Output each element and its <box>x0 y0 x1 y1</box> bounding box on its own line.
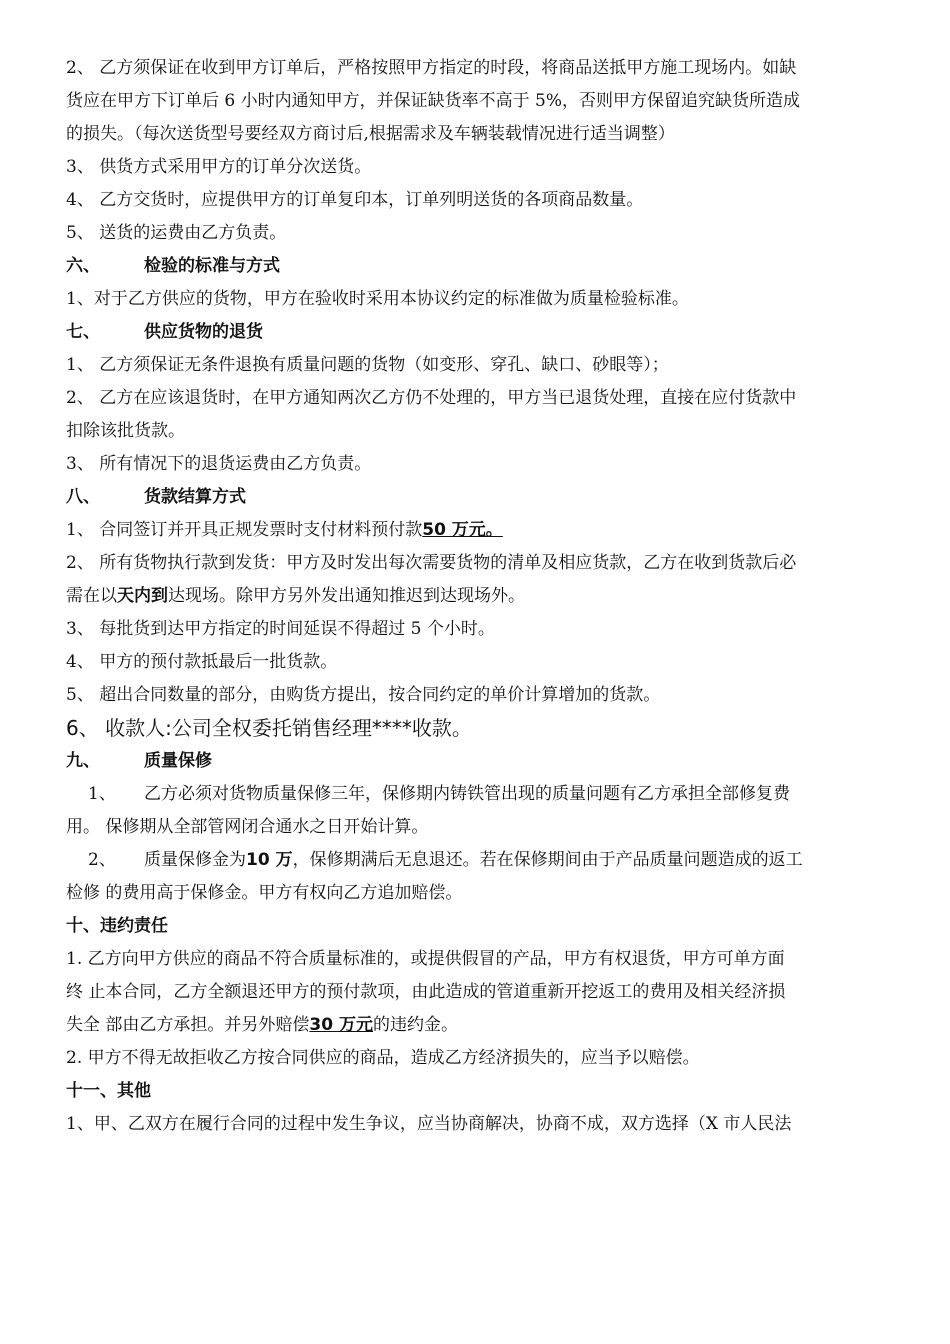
clause-9-1-line-1 <box>66 778 886 811</box>
clause-10-1-line-2: 终 止本合同，乙方全额退还甲方的预付款项，由此造成的管道重新开挖返工的费用及相关经济损 <box>66 982 786 1002</box>
clause-9-1-text: 乙方必须对货物质量保修三年，保修期内铸铁管出现的质量问题有乙方承担全部修复费 <box>144 784 790 804</box>
clause-11-1: 1、甲、乙双方在履行合同的过程中发生争议，应当协商解决，协商不成，双方选择（X 市人民法 <box>66 1114 792 1134</box>
section-6-heading <box>66 250 886 283</box>
clause-5-3: 3、 供货方式采用甲方的订单分次送货。 <box>66 157 372 177</box>
contract-page <box>66 52 886 1141</box>
clause-9-1-number: 1、 <box>88 784 116 804</box>
clause-8-2-pre: 需在以 <box>66 586 117 606</box>
clause-9-2-line-2: 检修 的费用高于保修金。甲方有权向乙方追加赔偿。 <box>66 883 463 903</box>
clause-5-5: 5、 送货的运费由乙方负责。 <box>66 223 287 243</box>
clause-7-2-line-2: 扣除该批货款。 <box>66 421 185 441</box>
section-8-number: 八、 <box>66 487 100 507</box>
clause-7-1: 1、 乙方须保证无条件退换有质量问题的货物（如变形、穿孔、缺口、砂眼等）； <box>66 355 669 375</box>
section-7-number: 七、 <box>66 322 100 342</box>
clause-7-3: 3、 所有情况下的退货运费由乙方负责。 <box>66 454 372 474</box>
clause-8-6: 6、 收款人:公司全权委托销售经理****收款。 <box>66 716 472 740</box>
section-9-title: 质量保修 <box>144 751 212 771</box>
section-8-title: 货款结算方式 <box>144 487 246 507</box>
clause-5-4: 4、 乙方交货时，应提供甲方的订单复印本，订单列明送货的各项商品数量。 <box>66 190 644 210</box>
section-10-heading: 十、违约责任 <box>66 916 168 936</box>
clause-8-2-line-1: 2、 所有货物执行款到发货：甲方及时发出每次需要货物的清单及相应货款，乙方在收到货款后必 <box>66 553 797 573</box>
penalty-amount: 30 万元 <box>309 1015 373 1035</box>
clause-9-2-line-1 <box>66 844 886 877</box>
section-7-title: 供应货物的退货 <box>144 322 263 342</box>
clause-8-2-post: 达现场。除甲方另外发出通知推迟到达现场外。 <box>168 586 525 606</box>
clause-9-2-number: 2、 <box>88 850 116 870</box>
clause-8-4: 4、 甲方的预付款抵最后一批货款。 <box>66 652 338 672</box>
section-9-number: 九、 <box>66 751 100 771</box>
clause-10-1-post: 的违约金。 <box>372 1015 458 1035</box>
clause-9-2-pre: 质量保修金为 <box>144 850 246 870</box>
clause-8-1-text: 1、 合同签订并开具正规发票时支付材料预付款 <box>66 520 423 540</box>
section-7-heading <box>66 316 886 349</box>
clause-8-2-bold: 天内到 <box>117 586 168 606</box>
clause-10-2: 2. 甲方不得无故拒收乙方按合同供应的商品，造成乙方经济损失的，应当予以赔偿。 <box>66 1048 700 1068</box>
clause-5-2-line-1: 2、 乙方须保证在收到甲方订单后，严格按照甲方指定的时段，将商品送抵甲方施工现场内。如缺 <box>66 58 797 78</box>
clause-5-2-line-3: 的损失。（每次送货型号要经双方商讨后,根据需求及车辆装载情况进行适当调整） <box>66 124 675 144</box>
clause-10-1-line-1: 1. 乙方向甲方供应的商品不符合质量标准的，或提供假冒的产品，甲方有权退货，甲方可单方面 <box>66 949 785 969</box>
clause-9-1-line-2: 用。 保修期从全部管网闭合通水之日开始计算。 <box>66 817 429 837</box>
prepayment-amount: 50 万元。 <box>422 520 503 540</box>
clause-8-5: 5、 超出合同数量的部分，由购货方提出，按合同约定的单价计算增加的货款。 <box>66 685 661 705</box>
clause-5-2-line-2: 货应在甲方下订单后 6 小时内通知甲方，并保证缺货率不高于 5%，否则甲方保留追究缺货所造成 <box>66 91 800 111</box>
clause-8-3: 3、 每批货到达甲方指定的时间延误不得超过 5 个小时。 <box>66 619 495 639</box>
section-9-heading <box>66 745 886 778</box>
clause-10-1-line-3 <box>66 1009 886 1042</box>
clause-7-2-line-1: 2、 乙方在应该退货时，在甲方通知两次乙方仍不处理的，甲方当已退货处理，直接在应付货款中 <box>66 388 797 408</box>
clause-9-2-post: ，保修期满后无息退还。若在保修期间由于产品质量问题造成的返工 <box>292 850 803 870</box>
section-6-title: 检验的标准与方式 <box>144 256 280 276</box>
clause-8-2-line-2 <box>66 580 886 613</box>
clause-10-1-pre: 失全 部由乙方承担。并另外赔偿 <box>66 1015 310 1035</box>
clause-8-1 <box>66 514 886 547</box>
section-6-number: 六、 <box>66 256 100 276</box>
warranty-deposit-amount: 10 万 <box>246 850 293 870</box>
section-11-heading: 十一、其他 <box>66 1081 151 1101</box>
clause-6-1: 1、对于乙方供应的货物，甲方在验收时采用本协议约定的标准做为质量检验标准。 <box>66 289 689 309</box>
section-8-heading <box>66 481 886 514</box>
